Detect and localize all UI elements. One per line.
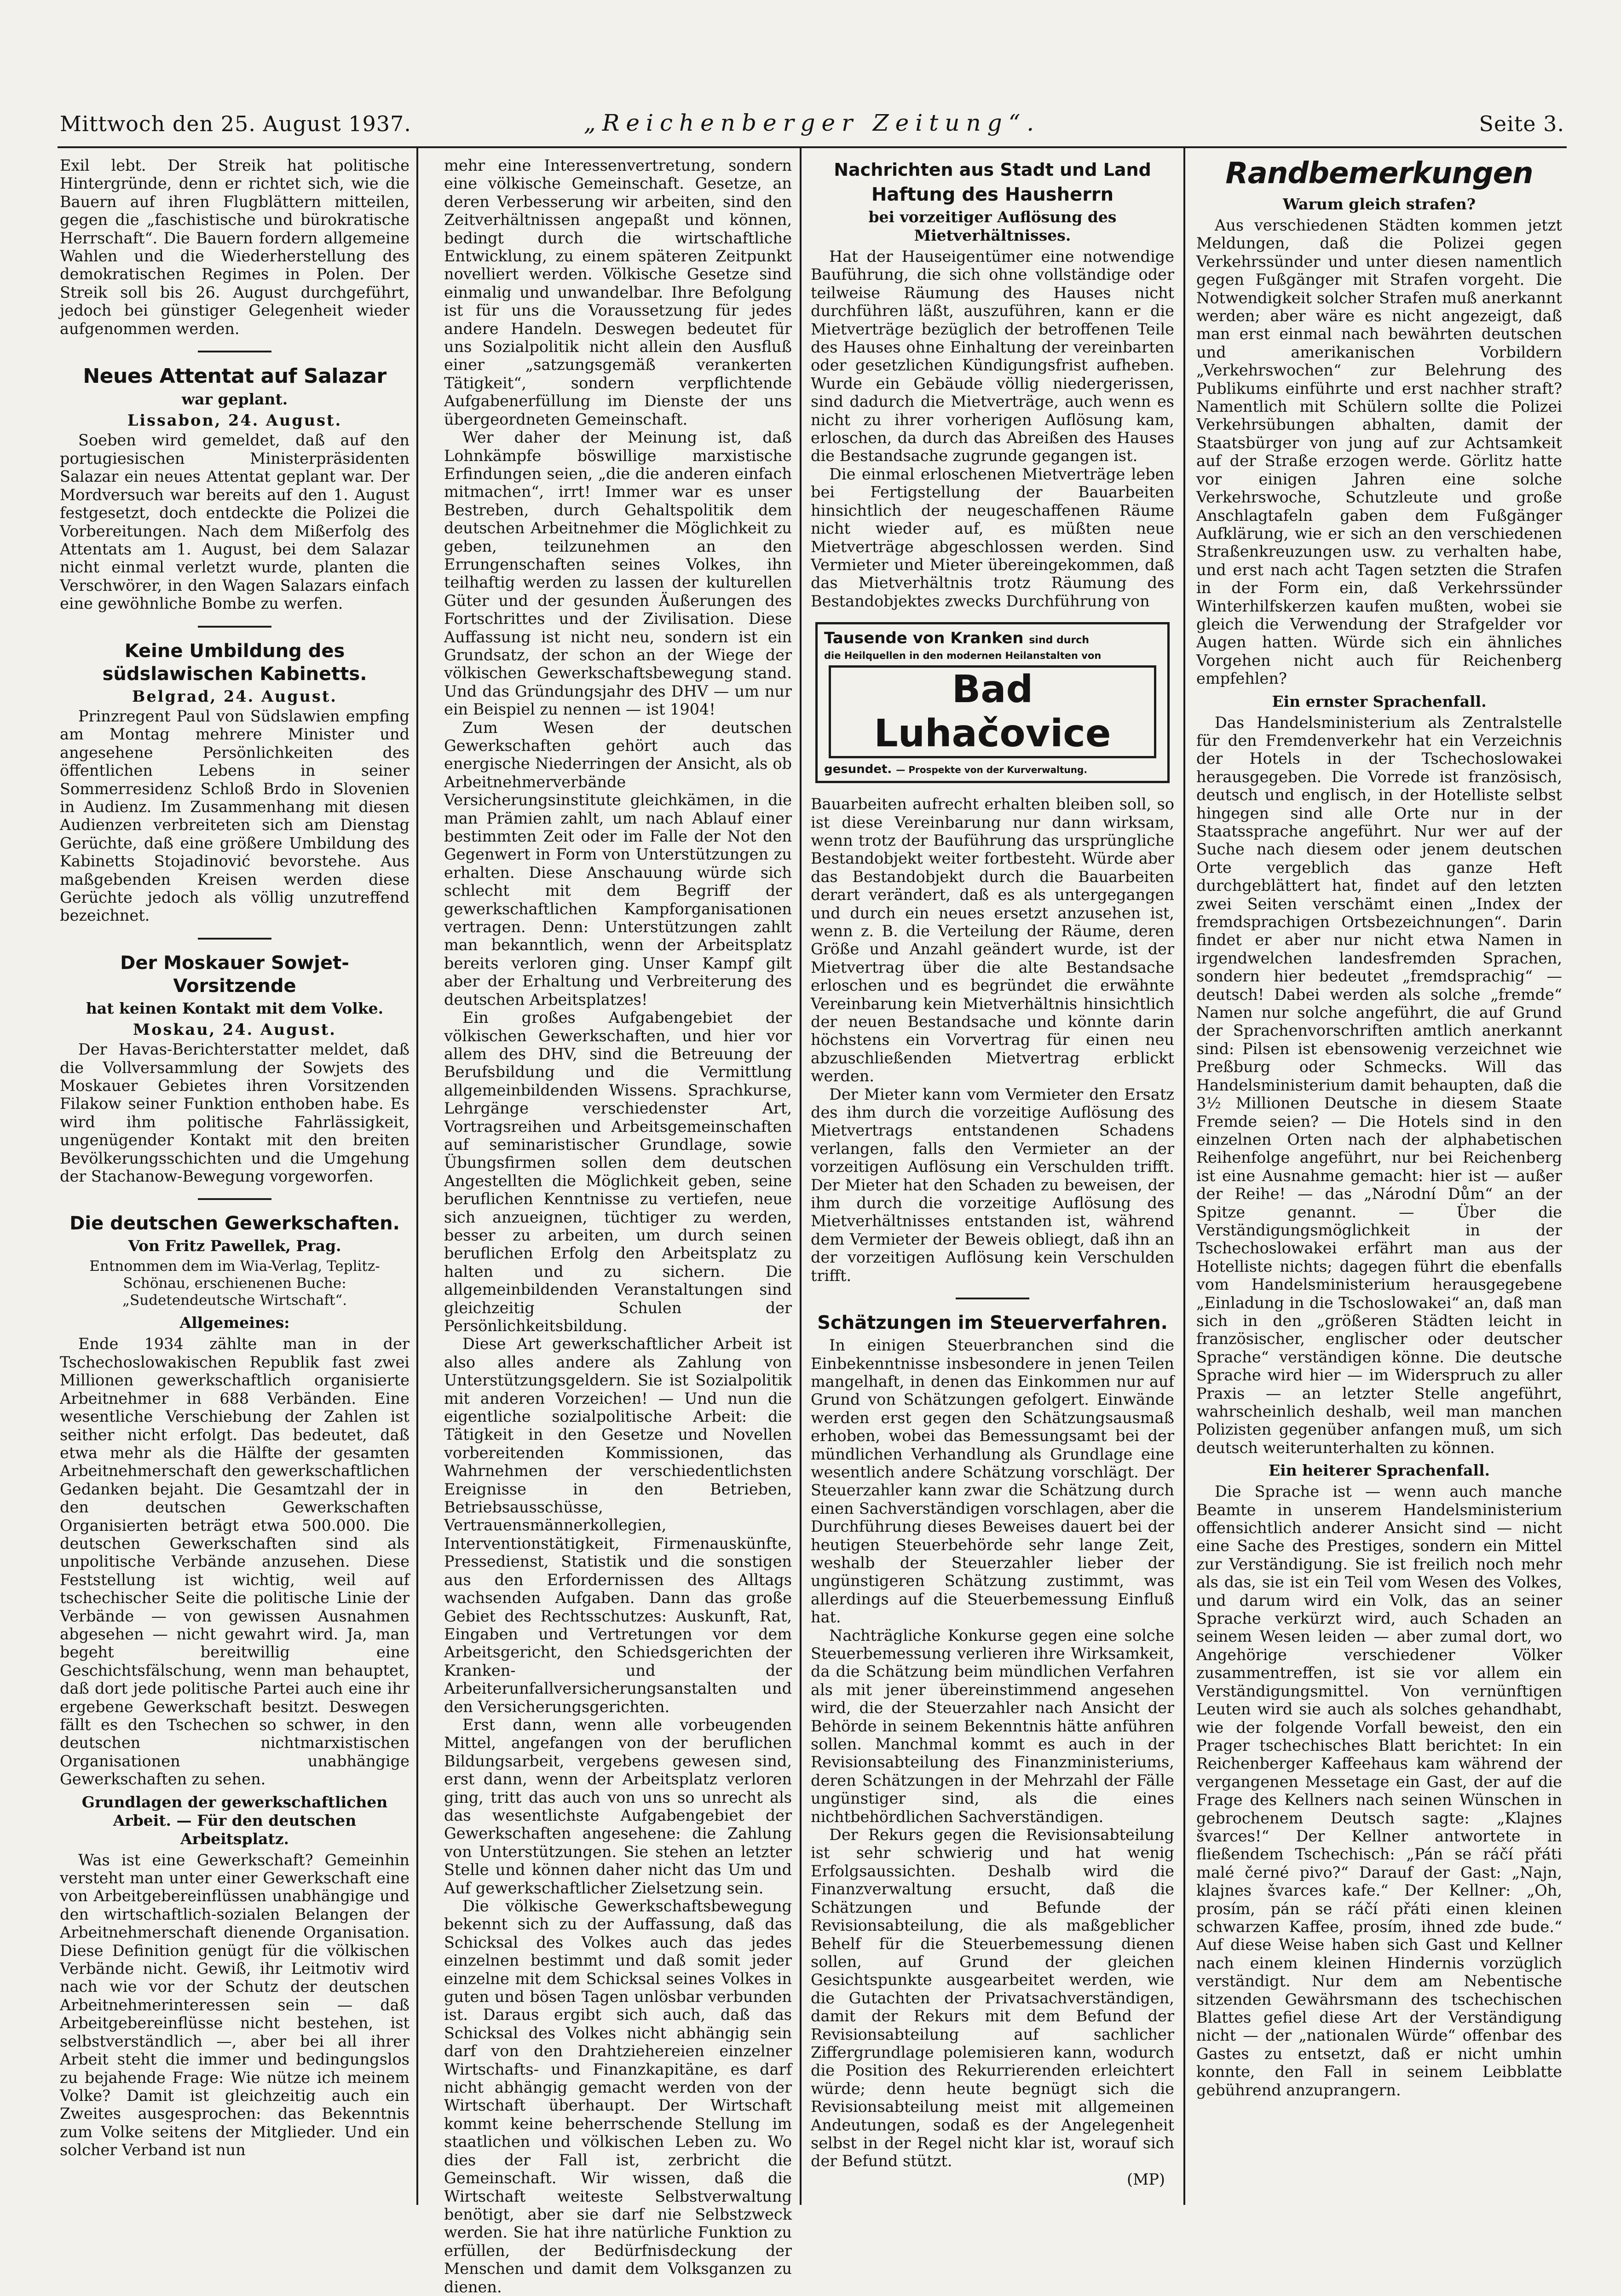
header-date: Mittwoch den 25. August 1937.	[60, 111, 411, 136]
paragraph: Prinzregent Paul von Südslawien empfing am Montag mehrere Minister und angesehene Persönlichkeiten des öffentlichen Lebens in seiner Sommerresidenz Schloß Brdo in Slovenien in Audienz. Im Zusammenhang mit diesen Audienzen verbreiteten sich am Dienstag Gerüchte, daß eine größere Umbildung des Kabinetts Stojadinović bevorstehe. Aus maßgebenden Kreisen werden diese Gerüchte jedoch als völlig unzutreffend bezeichnet.	[60, 707, 410, 925]
section-heading: Grundlagen der gewerkschaftlichen Arbeit. — Für den deutschen Arbeitsplatz.	[81, 1793, 388, 1848]
ad-line: die Heilquellen in den modernen Heilanstalten von	[824, 650, 1102, 662]
paragraph: Hat der Hauseigentümer eine notwendige Bauführung, die sich ohne vollständige oder teilweise Räumung des Hauses nicht durchführen läßt, auszuführen, kann er die Mietverträge bezüglich der betroffenen Teile des Hauses ohne Einhaltung der vereinbarten oder gesetzlichen Kündigungsfrist aufheben. Wurde ein Gebäude völlig niedergerissen, sind dadurch die Mietverträge, auch wenn es nicht zu ihrer vorherigen Auflösung kam, erloschen, da durch das Abreißen des Hauses die Bestandsache zugrunde gegangen ist.	[811, 248, 1174, 465]
source-note: Entnommen dem im Wia-Verlag, Teplitz-Schönau, erschienenen Buche: „Sudetendeutsche Wirtschaft“.	[89, 1258, 380, 1309]
section-heading: Ein ernster Sprachenfall.	[1272, 692, 1487, 710]
paragraph: In einigen Steuerbranchen sind die Einbekenntnisse insbesondere in jenen Teilen mangelhaft, in denen das Einkommen nur auf Grund von Schätzungen gefolgert. Einwände werden erst gegen den Schätzungsausmaß erhoben, wobei das Bemessungsamt bei der mündlichen Verhandlung als Grundlage eine wesentlich andere Schätzung vorschlägt. Der Steuerzahler kann zwar die Schätzung durch einen Sachverständigen vorschlagen, aber die Durchführung dieses Beweises dauert bei der heutigen Steuerbehörde sehr lange Zeit, weshalb der Steuerzahler lieber der ungünstigeren Schätzung zustimmt, was allerdings auf die Steuerbemessung Einfluß hat.	[811, 1336, 1174, 1627]
paragraph: Die Sprache ist — wenn auch manche Beamte in unserem Handelsministerium offensichtlich anderer Ansicht sind — nicht eine Sache des Prestiges, sondern ein Mittel zur Verständigung. Sie ist freilich noch mehr als das, sie ist ein Teil vom Wesen des Volkes, und darum wird ein Volk, das an seiner Sprache verkürzt wird, auch Schaden an seinem Wesen leiden — aber zumal dort, wo Angehörige verschiedener Völker zusammentreffen, ist sie vor allem ein Verständigungsmittel. Von vernünftigen Leuten wird sie auch als solches gehandhabt, wie der folgende Vorfall beweist, den ein Prager tschechisches Blatt berichtet: In ein Reichenberger Kaffeehaus kam während der vergangenen Messetage ein Gast, der auf die Frage des Kellners nach seinen Wünschen in gebrochenem Deutsch sagte: „Klajnes švarces!“ Der Kellner antwortete in fließendem Tschechisch: „Pán se ráčí přáti malé černé pivo?“ Darauf der Gast: „Najn, klajnes švarces kafe.“ Der Kellner: „Oh, prosím, pán se ráčí přáti einen kleinen schwarzen Kaffee, prosím, ihned zde bude.“ Auf diese Weise haben sich Gast und Kellner nach einem kleinen Hindernis vorzüglich verständigt. Nur dem am Nebentische sitzenden Gewährsmann des tschechischen Blattes gefiel diese Art der Verständigung nicht — der „nationalen Würde“ offenbar des Gastes zu entsetzt, daß er nicht umhin konnte, den Fall in seinem Leibblatte gebührend anzuprangern.	[1196, 1483, 1562, 2099]
paragraph: Die einmal erloschenen Mietverträge leben bei Fertigstellung der Bauarbeiten hinsichtlich der neugeschaffenen Räume nicht wieder auf, es müßten neue Mietverträge abgeschlossen werden. Sind Vermieter und Mieter übereingekommen, daß das Mietverhältnis trotz Räumung des Bestandobjektes zwecks Durchführung von	[811, 465, 1174, 610]
paragraph: Die völkische Gewerkschaftsbewegung bekennt sich zu der Auffassung, daß das Schicksal des Volkes auch das jedes einzelnen bestimmt und daß somit jeder einzelne mit dem Schicksal seines Volkes in guten und bösen Tagen unlösbar verbunden ist. Daraus ergibt sich auch, daß das Schicksal des Volkes nicht abhängig sein darf von den Drahtziehereien einzelner Wirtschafts- und Finanzkapitäne, es darf nicht abhängig gemacht werden von der Wirtschaft überhaupt. Der Wirtschaft kommt keine beherrschende Stellung im staatlichen und völkischen Leben zu. Wo dies der Fall ist, zerbricht die Gemeinschaft. Wir wissen, daß die Wirtschaft weiteste Selbstverwaltung benötigt, aber sie darf nie Selbstzweck werden. Sie hat ihre natürliche Funktion zu erfüllen, der Bedürfnisdeckung der Menschen und damit dem Volksganzen zu dienen.	[444, 1897, 792, 2296]
paragraph: Diese Art gewerkschaftlicher Arbeit ist also alles andere als Zahlung von Unterstützungsgeldern. Sie ist Sozialpolitik mit anderen Vorzeichen! — Und nun die eigentliche sozialpolitische Arbeit: die Tätigkeit in den Gesetze und Novellen vorbereitenden Kommissionen, das Wahrnehmen der verschiedentlichsten Ereignisse in den Betrieben, Betriebsausschüsse, Vertrauensmännerkollegien, Interventionstätigkeit, Firmenauskünfte, Pressedienst, Statistik und die sonstigen aus den Erfordernissen des Alltags wachsenden Aufgaben. Dann das große Gebiet des Rechtsschutzes: Auskunft, Rat, Eingaben und Vertretungen vor dem Arbeitsgericht, den Schiedsgerichten der Kranken- und der Arbeiterunfallversicherungsanstalten und den Versicherungsgerichten.	[444, 1335, 792, 1716]
paragraph: Der Mieter kann vom Vermieter den Ersatz des ihm durch die vorzeitige Auflösung des Mietvertrags entstandenen Schadens verlangen, falls den Vermieter an der vorzeitigen Auflösung ein Verschulden trifft. Der Mieter hat den Schaden zu beweisen, der ihm durch die vorzeitige Auflösung des Mietverhältnisses entstanden ist, während dem Vermieter der Beweis obliegt, daß ihn an der vorzeitigen Auflösung kein Verschulden trifft.	[811, 1085, 1174, 1285]
paragraph: Soeben wird gemeldet, daß auf den portugiesischen Ministerpräsidenten Salazar ein neues Attentat geplant war. Der Mordversuch war bereits auf den 1. August festgesetzt, doch entdeckte die Polizei die Vorbereitungen. Nach dem Mißerfolg des Attentats am 1. August, bei dem Salazar nicht einmal verletzt wurde, planten die Verschwörer, in den Wagen Salazars einfach eine gewöhnliche Bombe zu werfen.	[60, 431, 410, 613]
paragraph: Der Havas-Berichterstatter meldet, daß die Vollversammlung der Sowjets des Moskauer Gebietes ihren Vorsitzenden Filakow seiner Funktion enthoben habe. Es wird ihm politische Fahrlässigkeit, ungenügender Kontakt mit den breiten Bevölkerungsschichten und die Umgehung der Stachanow-Bewegung vorgeworfen.	[60, 1040, 410, 1186]
byline: Von Fritz Pawellek, Prag.	[128, 1237, 341, 1255]
newspaper-title: „Reichenberger Zeitung“.	[583, 110, 1041, 136]
dateline: Lissabon, 24. August.	[127, 411, 342, 430]
column-divider	[416, 148, 418, 2205]
paragraph: Was ist eine Gewerkschaft? Gemeinhin versteht man unter einer Gewerkschaft eine von Arbeitgebereinflüssen unabhängige und den wirtschaftlich-sozialen Belangen der Arbeitnehmerschaft dienende Organisation. Diese Definition genügt für die völkischen Verbände nicht. Gewiß, ihr Leitmotiv wird nach wie vor der Schutz der deutschen Arbeitnehmerinteressen sein — daß Arbeitgebereinflüsse nicht bestehen, ist selbstverständlich —, aber bei all ihrer Arbeit steht die immer und bedingungslos zu bejahende Frage: Wie nütze ich meinem Volke? Damit ist gleichzeitig auch ein Zweites ausgesprochen: das Bekenntnis zum Volke seitens der Mitglieder. Und ein solcher Verband ist nun	[60, 1851, 410, 2159]
ad-line	[824, 629, 1161, 650]
separator	[198, 1198, 271, 1200]
subheadline: bei vorzeitiger Auflösung des Mietverhältnisses.	[868, 208, 1117, 244]
page-header	[60, 107, 1564, 144]
column-divider	[800, 148, 802, 2205]
paragraph: Ende 1934 zählte man in der Tschechoslowakischen Republik fast zwei Millionen gewerkschaftlich organisierte Arbeitnehmer in 688 Verbänden. Eine wesentliche Verschiebung der Zahlen ist seither nicht erfolgt. Das bedeutet, daß etwa mehr als die Hälfte der gesamten Arbeitnehmerschaft den gewerkschaftlichen Gedanken bejaht. Die Gesamtzahl der in den deutschen Gewerkschaften Organisierten beträgt etwa 500.000. Die deutschen Gewerkschaften sind als unpolitische Verbände anzusehen. Diese Feststellung ist wichtig, weil auf tschechischer Seite die politische Linie der Verbände — von gewissen Ausnahmen abgesehen — nicht gewahrt wird. Ja, man begeht bereitwillig eine Geschichtsfälschung, wenn man behauptet, daß dort jede politische Partei auch eine ihr ergebene Gewerkschaft besitzt. Deswegen fällt es den Tschechen so schwer, in den deutschen nichtmarxistischen Organisationen unabhängige Gewerkschaften zu sehen.	[60, 1335, 410, 1788]
header-rule	[58, 146, 1567, 148]
subheadline: hat keinen Kontakt mit dem Volke.	[86, 999, 384, 1017]
dateline: Belgrad, 24. August.	[132, 687, 337, 705]
paragraph: Nachträgliche Konkurse gegen eine solche Steuerbemessung verlieren ihre Wirksamkeit, da die Schätzung beim mündlichen Verfahren als mit jener übereinstimmend angesehen wird, die der Steuerzahler nach Ansicht der Behörde in seinem Bekenntnis hätte anführen sollen. Manchmal kommt es auch in der Revisionsabteilung des Finanzministeriums, deren Schätzungen in der Mehrzahl der Fälle ungünstiger sind, als die eines nichtbehördlichen Sachverständigen.	[811, 1626, 1174, 1826]
section-heading: Ein heiterer Sprachenfall.	[1268, 1461, 1490, 1480]
page-number: Seite 3.	[1479, 111, 1564, 136]
paragraph: Erst dann, wenn alle vorbeugenden Mittel, angefangen von der beruflichen Bildungsarbeit, vergebens gewesen sind, erst dann, wenn der Arbeitsplatz verloren ging, tritt das auch von uns so unrecht als das wesentlichste Aufgabengebiet der Gewerkschaften angesehene: die Zahlung von Unterstützungen. Sie stehen an letzter Stelle und können daher nicht das Um und Auf gewerkschaftlicher Zielsetzung sein.	[444, 1715, 792, 1897]
section-heading: Warum gleich strafen?	[1282, 195, 1476, 213]
ad-footer: gesundet.	[824, 762, 892, 777]
paragraph: Aus verschiedenen Städten kommen jetzt Meldungen, daß die Polizei gegen Verkehrssünder und unter diesen namentlich gegen Fußgänger mit Strafen vorgeht. Die Notwendigkeit solcher Strafen muß anerkannt werden; aber wäre es nicht angezeigt, daß man erst einmal nach bewährten deutschen und amerikanischen Vorbildern „Verkehrswochen“ zur Belehrung des Publikums einführte und erst nachher straft? Namentlich mit Schülern sollte die Polizei Verkehrsübungen abhalten, damit der Staatsbürger von jung auf zur Achtsamkeit auf der Straße erzogen werde. Görlitz hatte vor einigen Jahren eine solche Verkehrswoche, Schutzleute und große Anschlagtafeln gaben dem Fußgänger Aufklärung, wie er sich an den verschiedenen Straßenkreuzungen usw. zu verhalten habe, und erst nach acht Tagen setzten die Strafen in der Form ein, daß Verkehrssünder Winterhilfskerzen kaufen mußten, wobei sie gleich die Verwendung der Strafgelder vor Augen hatten. Würde sich ein ähnliches Vorgehen nicht auch für Reichenberg empfehlen?	[1196, 216, 1562, 688]
headline-kabinett: Keine Umbildung des südslawischen Kabinetts.	[102, 640, 367, 685]
separator	[198, 351, 271, 352]
dateline: Moskau, 24. August.	[133, 1020, 336, 1038]
paragraph: Das Handelsministerium als Zentralstelle für den Fremdenverkehr hat ein Verzeichnis der Hotels in der Tschechoslowakei herausgegeben. Die Vorrede ist französisch, deutsch und englisch, in der Hotelliste selbst hingegen sind alle Orte nur in der Staatssprache angeführt. Nur wer auf der Suche nach diesem oder jenem deutschen Orte vergeblich das ganze Heft durchgeblättert hat, findet auf den letzten zwei Seiten verschämt einen „Index der fremdsprachigen Ortsbezeichnungen“. Darin findet er aber nur nicht etwa Namen in irgendwelchen landesfremden Sprachen, sondern hier bedeutet „fremdsprachig“ — deutsch! Dabei werden als solche „fremde“ Namen nur solche angeführt, die auf Grund der Sprachenvorschriften amtlich anerkannt sind: Pilsen ist ebensowenig verzeichnet wie Preßburg oder Schmecks. Will das Handelsministerium damit behaupten, daß die 3½ Millionen Deutsche in diesem Staate Fremde seien? — Die Hotels sind in den einzelnen Orten nach der alphabetischen Reihenfolge angeführt, nur bei Reichenberg ist eine Ausnahme gemacht: hier ist — außer der Reihe! — das „Národní Dům“ an der Spitze genannt. — Über die Verständigungsmöglichkeit in der Tschechoslowakei erfährt man aus der Hotelliste nichts; dagegen führt die ebenfalls vom Handelsministerium herausgegebene „Einladung in die Tschoslowakei“ an, daß man sich in den „größeren Städten leicht in französischer, englischer oder deutscher Sprache“ verständigen könne. Die deutsche Sprache wird hier — im Widerspruch zu aller Praxis — an letzter Stelle angeführt, wahrscheinlich deshalb, weil man manchen Polizisten gegenüber anfangen muß, um sich deutsch weiterunterhalten zu können.	[1196, 713, 1562, 1457]
column-3	[811, 156, 1174, 2199]
subheadline: war geplant.	[181, 390, 288, 409]
separator	[198, 626, 271, 628]
ad-small-text: sind durch	[1029, 635, 1089, 646]
headline-salazar: Neues Attentat auf Salazar	[83, 364, 387, 388]
paragraph: Ein großes Aufgabengebiet der völkischen Gewerkschaften, und hier vor allem des DHV, sind die Betreuung der Berufsbildung und die Vermittlung allgemeinbildenden Wissens. Sprachkurse, Lehrgänge verschiedenster Art, Vortragsreihen und Arbeitsgemeinschaften auf seminaristischer Grundlage, sowie Übungsfirmen sollen dem deutschen Angestellten die Möglichkeit geben, seine beruflichen Kenntnisse zu vertiefen, neue sich anzueignen, tüchtiger zu werden, besser zu arbeiten, um durch seinen beruflichen Erfolg den Arbeitsplatz zu halten und zu sichern. Die allgemeinbildenden Veranstaltungen sind gleichzeitig Schulen der Persönlichkeitsbildung.	[444, 1009, 792, 1335]
paragraph: Zum Wesen der deutschen Gewerkschaften gehört auch das energische Niederringen der Ansicht, als ob Arbeitnehmerverbände Versicherungsinstitute gleichkämen, in die man Prämien zahlt, um nach Ablauf einer bestimmten Zeit oder im Falle der Not den Gegenwert in Form von Unterstützungen zu erhalten. Diese Anschauung würde sich schlecht mit dem Begriff der gewerkschaftlichen Kampforganisationen vertragen. Denn: Unterstützungen zahlt man bekanntlich, wenn der Arbeitsplatz bereits verloren ging. Unser Kampf gilt aber der Erhaltung und Verbreiterung des deutschen Arbeitsplatzes!	[444, 718, 792, 1009]
column-2	[444, 156, 792, 2296]
ad-headline: Tausende von Kranken	[824, 629, 1024, 648]
paragraph: Wer daher der Meinung ist, daß Lohnkämpfe böswillige marxistische Erfindungen seien, „die die anderen einfach mitmachen“, irrt! Immer war es unser Bestreben, durch Gehaltspolitik dem deutschen Arbeitnehmer die Möglichkeit zu geben, teilzunehmen an den Errungenschaften seines Volkes, ihn teilhaftig werden zu lassen der kulturellen Güter und der gesunden Äußerungen des Fortschrittes und der Zivilisation. Diese Auffassung ist nicht neu, sondern ist ein Grundsatz, der schon an der Wiege der völkischen Gewerkschaftsbewegung stand. Und das Gründungsjahr des DHV — um nur ein Beispiel zu nennen — ist 1904!	[444, 428, 792, 719]
column-4	[1196, 156, 1562, 2199]
paragraph: mehr eine Interessenvertretung, sondern eine völkische Gemeinschaft. Gesetze, an deren Verbesserung wir arbeiten, sind den Zeitverhältnissen angepaßt und können, bedingt durch die wirtschaftliche Entwicklung, zu einem späteren Zeitpunkt novelliert werden. Völkische Gesetze sind einmalig und unwandelbar. Ihre Befolgung ist für uns die Voraussetzung für jedes andere Handeln. Deswegen bedeutet für uns Sozialpolitik nicht allein den Ausfluß einer „satzungsgemäß verankerten Tätigkeit“, sondern verpflichtende Aufgabenerfüllung im Dienste der uns übergeordneten Gemeinschaft.	[444, 156, 792, 428]
headline-haftung: Haftung des Hausherrn	[871, 184, 1114, 205]
ad-footer-small: — Prospekte von der Kurverwaltung.	[896, 764, 1087, 776]
headline-steuer: Schätzungen im Steuerverfahren.	[817, 1312, 1168, 1334]
column-divider	[1183, 148, 1185, 2205]
advertisement-luhacovice[interactable]	[815, 622, 1170, 783]
headline-sowjet: Der Moskauer Sowjet-Vorsitzende	[120, 952, 349, 997]
paragraph: Exil lebt. Der Streik hat politische Hintergründe, denn er richtet sich, wie die Bauern auf ihren Flugblättern mitteilen, gegen die „faschistische und bürokratische Herrschaft“. Die Bauern fordern allgemeine Wahlen und die Wiederherstellung des demokratischen Regimes in Polen. Der Streik soll bis 26. August durchgeführt, jedoch bei günstiger Gelegenheit wieder aufgenommen werden.	[60, 156, 410, 338]
column-1	[60, 156, 410, 2199]
ad-line	[824, 762, 1161, 777]
headline-randbemerkungen: Randbemerkungen	[1225, 156, 1533, 190]
paragraph: Bauarbeiten aufrecht erhalten bleiben soll, so ist diese Vereinbarung nur dann wirksam, wenn trotz der Bauführung das ursprüngliche Bestandobjekt weiter fortbesteht. Würde aber das Bestandobjekt durch die Bauarbeiten derart verändert, daß es als untergegangen und durch ein neues ersetzt anzusehen ist, wenn z. B. die Verteilung der Räume, deren Größe und Anzahl geändert wurde, ist der Mietvertrag über die alte Bestandsache erloschen und es begründet die erwähnte Vereinbarung kein Mietverhältnis hinsichtlich der neuen Bestandsache und könnte darin höchstens ein Vorvertrag für einen neu abzuschließenden Mietvertrag erblickt werden.	[811, 795, 1174, 1085]
paragraph: Der Rekurs gegen die Revisionsabteilung ist sehr schwierig und hat wenig Erfolgsaussichten. Deshalb wird die Finanzverwaltung ersucht, daß die Schätzungen und Befunde der Revisionsabteilung, die als maßgeblicher Behelf für die Steuerbemessung dienen sollen, auf Grund der gleichen Gesichtspunkte ausgearbeitet werden, wie die Gutachten der Privatsachverständigen, damit der Rekurs mit dem Befund der Revisionsabteilung auf sachlicher Ziffergrundlage polemisieren kann, wodurch die Position des Rekurrierenden erleichtert würde; denn heute begnügt sich die Revisionsabteilung meist mit allgemeinen Andeutungen, sodaß es der Angelegenheit selbst in der Regel nicht klar ist, worauf sich der Befund stützt.	[811, 1826, 1174, 2170]
author-sign: (MP)	[1127, 2170, 1165, 2188]
separator	[198, 938, 271, 940]
separator	[956, 1298, 1029, 1299]
section-heading: Allgemeines:	[179, 1314, 290, 1332]
section-kicker: Nachrichten aus Stadt und Land	[834, 160, 1151, 180]
ad-brand: Bad Luhačovice	[829, 665, 1156, 758]
headline-gewerkschaften: Die deutschen Gewerkschaften.	[69, 1213, 400, 1235]
